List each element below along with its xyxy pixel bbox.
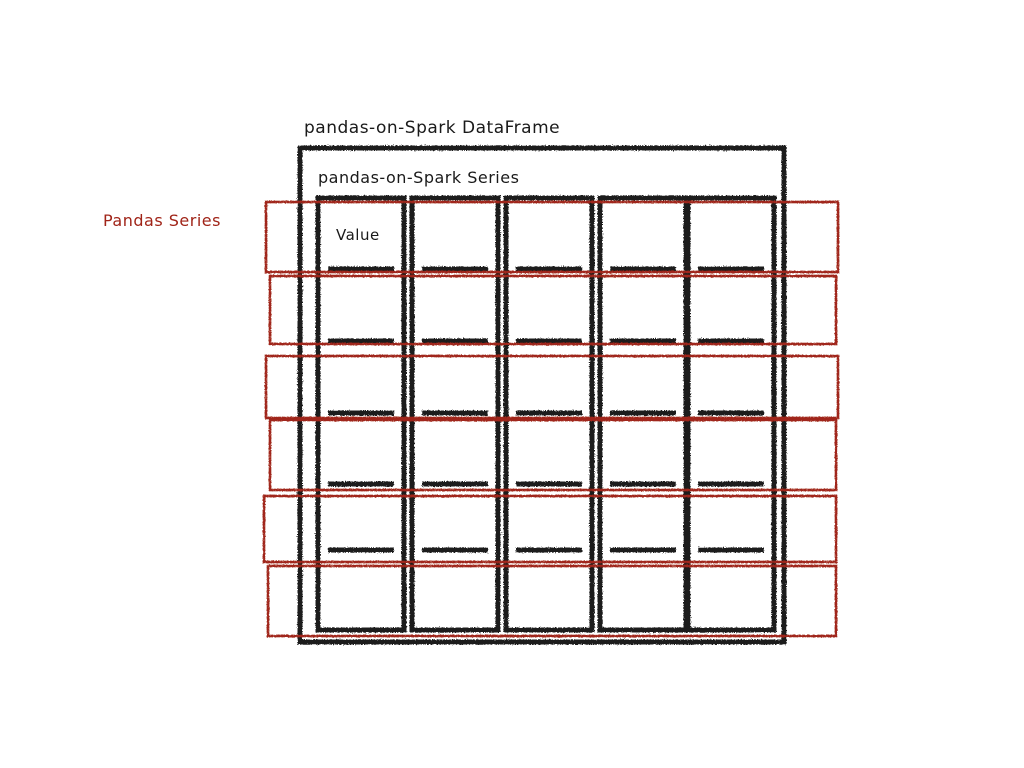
pandas-series-row-2 [270, 276, 836, 344]
pandas-series-row-4 [270, 420, 836, 490]
dataframe-outer-box [300, 148, 784, 642]
cell-separators [328, 269, 764, 550]
pandas-series-label: Pandas Series [103, 211, 221, 230]
value-cell-label: Value [336, 226, 380, 244]
dataframe-label: pandas-on-Spark DataFrame [304, 118, 561, 138]
pandas-series-row-3 [266, 356, 838, 418]
spark-series-label: pandas-on-Spark Series [318, 168, 520, 187]
pandas-series-row-6 [268, 566, 836, 636]
